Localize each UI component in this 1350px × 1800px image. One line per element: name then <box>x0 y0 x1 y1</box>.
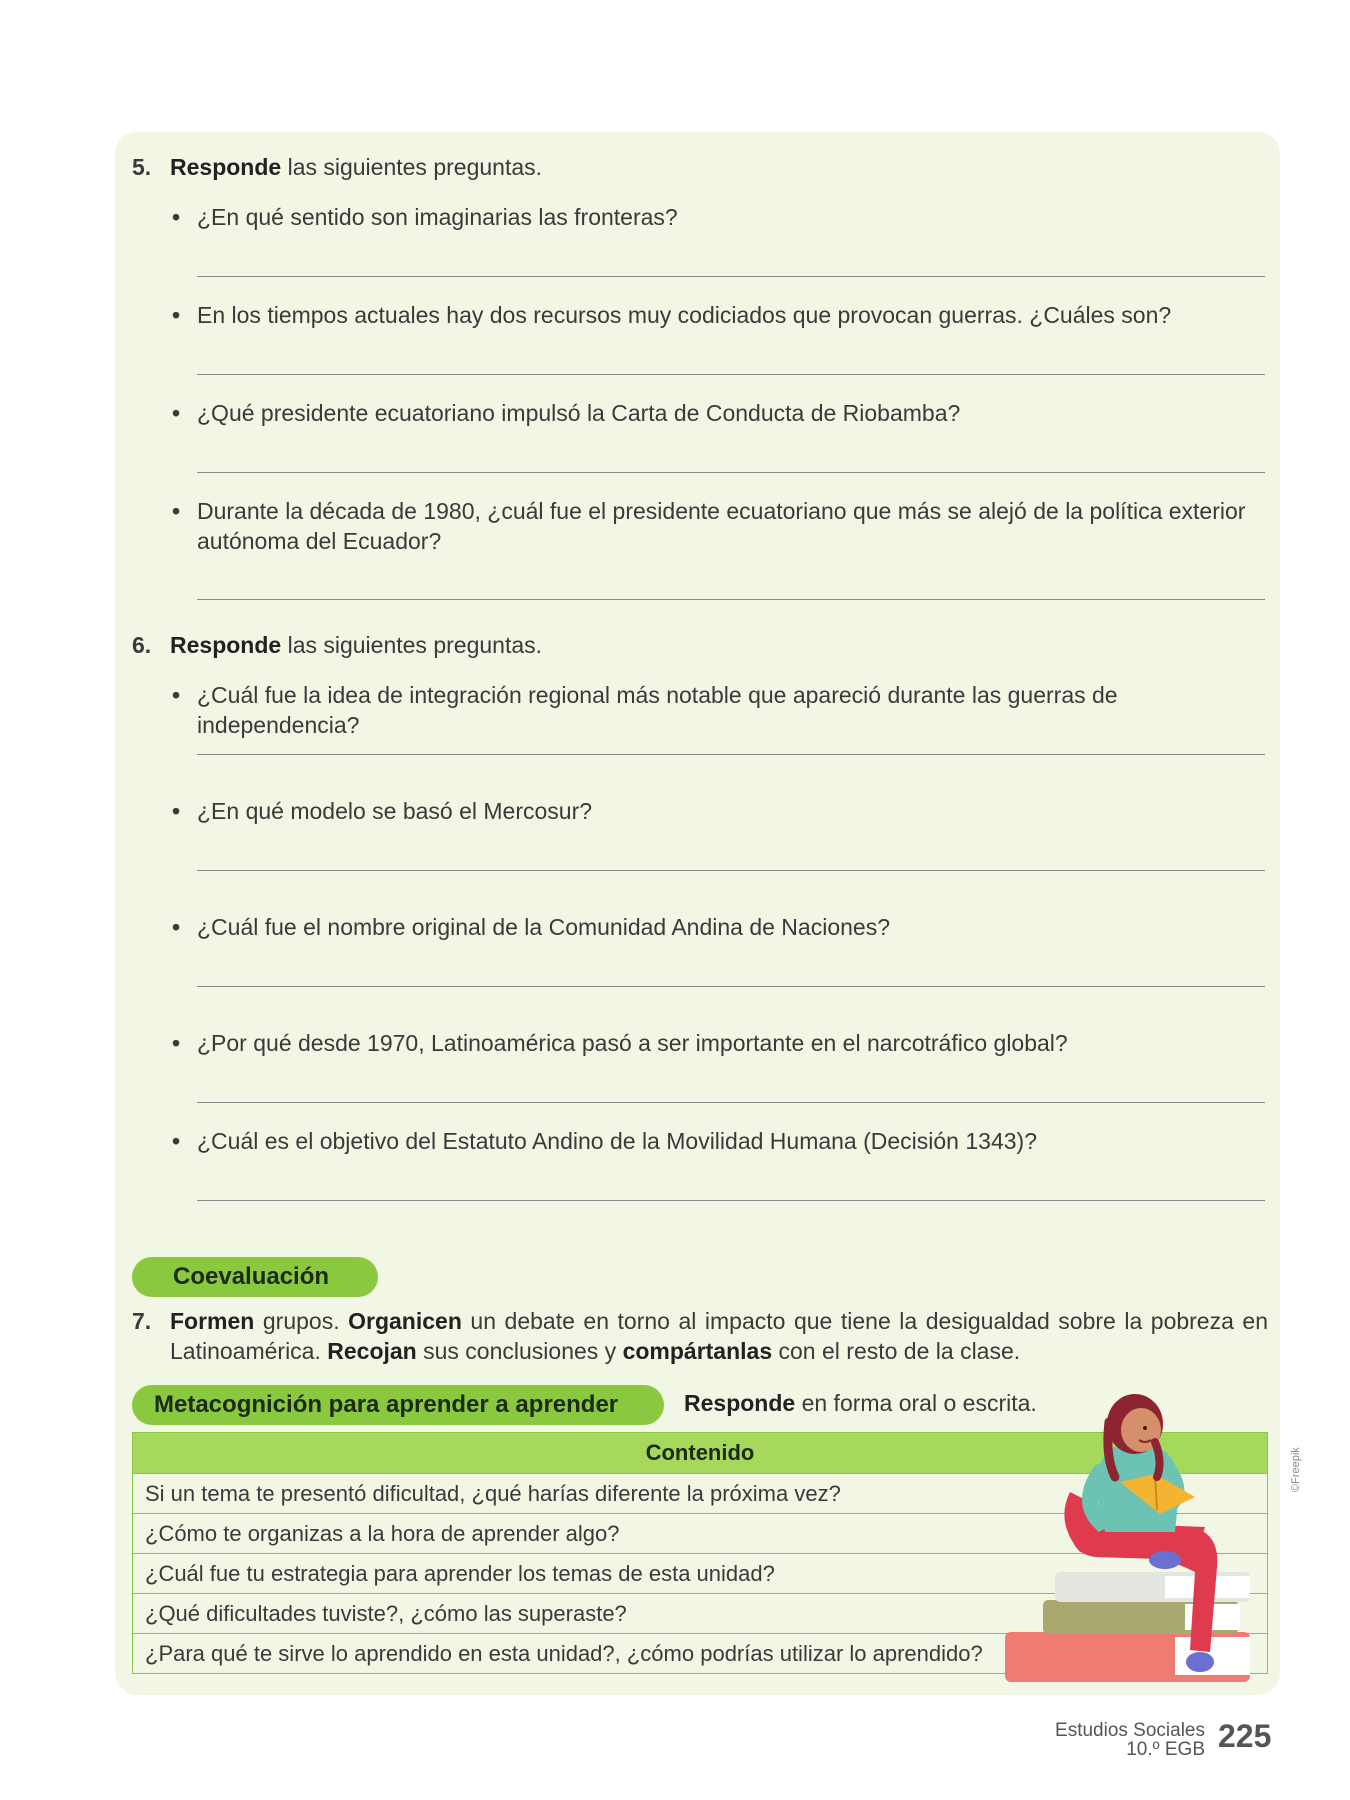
bullet-icon: • <box>172 798 181 824</box>
table-header: Contenido <box>133 1433 1268 1474</box>
answer-line[interactable] <box>197 986 1265 987</box>
table-cell: ¿Qué dificultades tuviste?, ¿cómo las superaste? <box>133 1594 1268 1634</box>
text-fragment: con el resto de la clase. <box>772 1338 1021 1364</box>
bullet-icon: • <box>172 914 181 940</box>
exercise-instruction: las siguientes preguntas. <box>281 632 543 658</box>
text-fragment: grupos. <box>254 1308 349 1334</box>
answer-line[interactable] <box>197 870 1265 871</box>
bullet-icon: • <box>172 400 181 426</box>
question-item <box>172 202 1267 232</box>
verb-compartanlas: compártanlas <box>622 1338 773 1364</box>
question-text: ¿En qué modelo se basó el Mercosur? <box>197 798 593 824</box>
exercise-number: 6. <box>132 632 152 658</box>
verb-organicen: Organicen <box>348 1308 462 1334</box>
exercise-instruction: las siguientes preguntas. <box>281 154 543 180</box>
grade-level: 10.º EGB <box>1126 1739 1205 1760</box>
subject-name: Estudios Sociales <box>1055 1720 1205 1741</box>
table-cell: ¿Cuál fue tu estrategia para aprender los temas de esta unidad? <box>133 1554 1268 1594</box>
question-item <box>172 1028 1267 1058</box>
question-text: ¿Por qué desde 1970, Latinoamérica pasó a ser importante en el narcotráfico global? <box>197 1030 1068 1056</box>
image-credit: ©Freepik <box>1290 1447 1302 1492</box>
shoe-icon <box>1186 1652 1214 1672</box>
metacognicion-heading: Metacognición para aprender a aprender <box>132 1385 664 1425</box>
answer-line[interactable] <box>197 599 1265 600</box>
girl-reading-illustration <box>1005 1382 1275 1682</box>
instruction-text: en forma oral o escrita. <box>795 1390 1037 1416</box>
question-item <box>172 796 1267 826</box>
answer-line[interactable] <box>197 1200 1265 1201</box>
question-text: ¿Cuál fue la idea de integración regional más notable que apareció durante las guerras de independencia? <box>197 682 1118 738</box>
text-fragment: sus conclusiones y <box>416 1338 623 1364</box>
coevaluacion-heading: Coevaluación <box>132 1257 378 1297</box>
question-text: ¿Cuál fue el nombre original de la Comunidad Andina de Naciones? <box>197 914 890 940</box>
question-item <box>172 398 1267 428</box>
bullet-icon: • <box>172 204 181 230</box>
question-item <box>172 496 1267 556</box>
question-text: ¿Qué presidente ecuatoriano impulsó la Carta de Conducta de Riobamba? <box>197 400 961 426</box>
exercise-7-text <box>170 1306 1268 1366</box>
bullet-icon: • <box>172 302 181 328</box>
question-text: En los tiempos actuales hay dos recursos muy codiciados que provocan guerras. ¿Cuáles son? <box>197 302 1172 328</box>
question-text: Durante la década de 1980, ¿cuál fue el presidente ecuatoriano que más se alejó de la política exterior autónoma del Ecuador? <box>197 498 1246 554</box>
footer-subject <box>1055 1721 1205 1759</box>
exercise-7 <box>132 1306 1268 1366</box>
answer-line[interactable] <box>197 276 1265 277</box>
bullet-icon: • <box>172 682 181 708</box>
text-fragment: un debate en torno al impacto que tiene la desigualdad sobre la pobreza en Latinoamérica. <box>170 1308 1269 1364</box>
exercise-verb: Responde <box>170 154 282 180</box>
question-item <box>172 680 1267 740</box>
question-item <box>172 300 1267 330</box>
exercise-6-heading <box>132 632 542 659</box>
question-item <box>172 912 1267 942</box>
instruction-verb: Responde <box>684 1390 796 1416</box>
verb-recojan: Recojan <box>327 1338 417 1364</box>
answer-line[interactable] <box>197 374 1265 375</box>
bullet-icon: • <box>172 1030 181 1056</box>
answer-line[interactable] <box>197 754 1265 755</box>
question-item <box>172 1126 1267 1156</box>
page-number: 225 <box>1218 1718 1272 1754</box>
answer-line[interactable] <box>197 472 1265 473</box>
question-text: ¿En qué sentido son imaginarias las fronteras? <box>197 204 678 230</box>
table-cell: ¿Cómo te organizas a la hora de aprender algo? <box>133 1514 1268 1554</box>
table-cell: ¿Para qué te sirve lo aprendido en esta unidad?, ¿cómo podrías utilizar lo aprendido? <box>133 1634 1268 1674</box>
bullet-icon: • <box>172 1128 181 1154</box>
metacognicion-instruction <box>684 1390 1037 1417</box>
verb-formen: Formen <box>170 1308 255 1334</box>
exercise-number: 7. <box>132 1308 152 1334</box>
exercise-verb: Responde <box>170 632 282 658</box>
bullet-icon: • <box>172 498 181 524</box>
exercise-5-heading <box>132 154 542 181</box>
shoe-icon <box>1149 1551 1181 1569</box>
question-text: ¿Cuál es el objetivo del Estatuto Andino de la Movilidad Humana (Decisión 1343)? <box>197 1128 1037 1154</box>
answer-line[interactable] <box>197 1102 1265 1103</box>
exercise-number: 5. <box>132 154 152 180</box>
table-cell: Si un tema te presentó dificultad, ¿qué harías diferente la próxima vez? <box>133 1474 1268 1514</box>
